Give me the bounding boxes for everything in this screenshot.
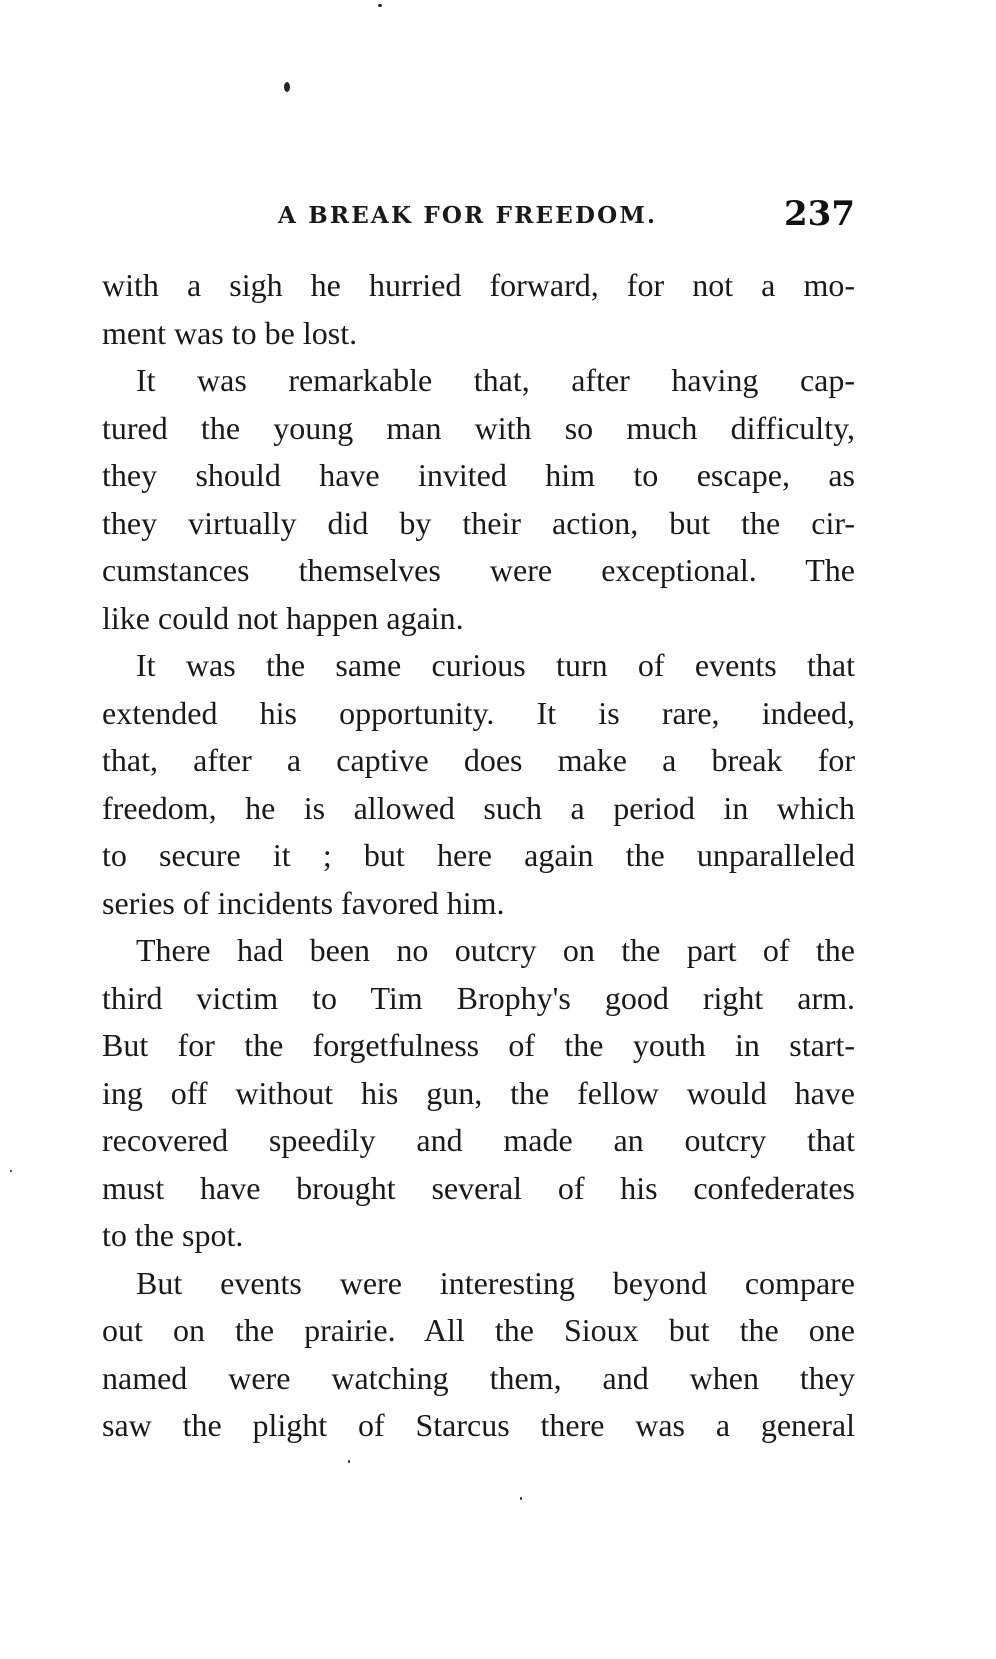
page-header xyxy=(102,196,855,236)
ink-speck xyxy=(284,82,290,92)
paragraph-first-line: But events were interesting beyond compare xyxy=(136,1264,855,1301)
ink-speck xyxy=(378,4,382,7)
text-line: to the spot. xyxy=(102,1217,244,1253)
page-number: 237 xyxy=(784,194,855,234)
text-line: that, after a captive does make a break for xyxy=(102,742,855,778)
running-head: A BREAK FOR FREEDOM. xyxy=(278,202,658,229)
paragraph-first-line: It was the same curious turn of events that xyxy=(136,647,855,683)
ink-speck xyxy=(520,1497,522,1500)
text-line: freedom, he is allowed such a period in which xyxy=(102,789,855,826)
paragraph-first-line: It was remarkable that, after having cap- xyxy=(136,362,855,398)
text-line: like could not happen again. xyxy=(102,599,464,636)
text-line: they should have invited him to escape, as xyxy=(102,457,855,493)
ink-speck xyxy=(348,1460,350,1463)
text-line: they virtually did by their action, but the cir- xyxy=(102,504,855,541)
text-line: saw the plight of Starcus there was a general xyxy=(102,1407,855,1443)
text-line: recovered speedily and made an outcry that xyxy=(102,1122,855,1158)
text-line: series of incidents favored him. xyxy=(102,884,505,921)
text-line: out on the prairie. All the Sioux but the one xyxy=(102,1312,855,1348)
text-line: with a sigh he hurried forward, for not a mo- xyxy=(102,267,855,303)
text-line: to secure it ; but here again the unparalleled xyxy=(102,837,855,873)
text-line: cumstances themselves were exceptional. The xyxy=(102,552,855,588)
text-line: third victim to Tim Brophy's good right arm. xyxy=(102,979,855,1016)
ink-speck xyxy=(10,1170,12,1172)
text-line: must have brought several of his confederates xyxy=(102,1169,855,1206)
text-line: ment was to be lost. xyxy=(102,314,358,351)
body-text xyxy=(102,262,855,1450)
text-line: tured the young man with so much difficulty, xyxy=(102,409,855,446)
paragraph-first-line: There had been no outcry on the part of the xyxy=(136,932,855,968)
text-line: But for the forgetfulness of the youth in start- xyxy=(102,1027,855,1063)
text-line: ing off without his gun, the fellow would have xyxy=(102,1074,855,1111)
text-line: extended his opportunity. It is rare, indeed, xyxy=(102,694,855,731)
text-line: named were watching them, and when they xyxy=(102,1359,855,1396)
